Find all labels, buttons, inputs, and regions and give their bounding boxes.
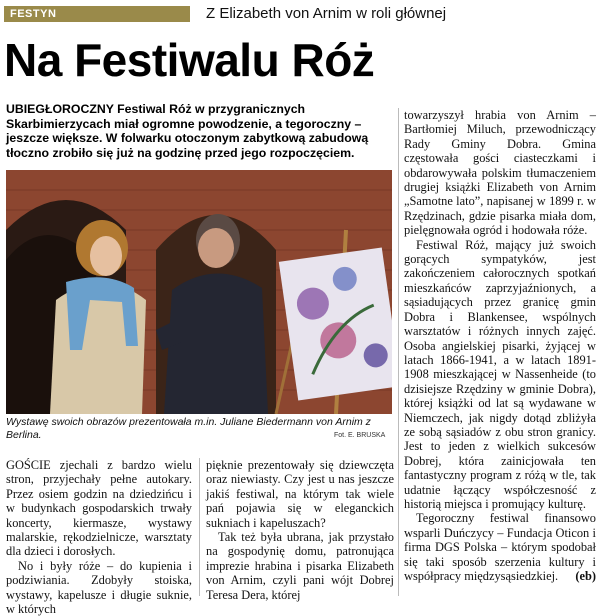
body-paragraph: Festiwal Róż, mający już swoich gorących sympatyków, jest zakończeniem całorocznych spotkań mieszkańców zaprzyjaźnionych, a sąsiadujących przez granicę gmin Dobra i Blankensee, wspólnych warsztatów i różnych innych zajęć. Osoba angielskiej pisarki, żyjącej w latach 1866-1941, a w latach 1891-1908 mieszkającej w Nassenheide (to dzisiejsze Rzędziny w gminie Dobra), której książki od lat są wydawane w Niemczech, jak nigdy dotąd zbliżyła ze sobą sąsiadów z obu stron granicy. Jest to jeden z wielkich sukcesów Dobrej, która zainicjowała ten fantastyczny program z różą w tle, tak udatnie łączący współczesność z historią miejsca i promujący kulturę. [404,237,596,511]
body-column-3 [404,108,596,583]
header-bar [4,6,598,24]
kicker: Z Elizabeth von Arnim w roli głównej [206,5,447,22]
lead-caps: UBIEGŁOROCZNY [6,102,114,116]
article-photo [6,170,392,414]
lead-text: Festiwal Róż w przygranicznych Skarbimierzycach miał ogromne powodzenie, a tegoroczny – jeszcze większe. W folwarku otoczonym zabytkową zabudową tłoczno zrobiło się już na godzinę przed jego rozpoczęciem. [6,102,369,160]
body-paragraph [404,511,596,583]
column-divider [199,458,200,596]
lead-paragraph [6,102,392,160]
headline: Na Festiwalu Róż [4,34,375,86]
body-paragraph: GOŚCIE zjechali z bardzo wielu stron, przyjechały pełne autokary. Przez osiem godzin na dziedzińcu i w budynkach gospodarskich trwały koncerty, kiermasze, wystawy malarskie, rękodzielnicze, warsztaty dla dzieci i dorosłych. [6,458,192,559]
body-paragraph: pięknie prezentowały się dziewczęta oraz niewiasty. Czy jest u nas jeszcze jakiś festiwal, na którym tak wiele pań pojawia się w eleganckich sukniach i kapeluszach? [206,458,394,530]
body-column-1 [6,458,192,616]
body-paragraph: Tak też była ubrana, jak przystało na gospodynię domu, patronująca imprezie hrabina i pisarka Elizabeth von Arnim, czyli pani wójt Dobrej Teresa Dera, której [206,530,394,602]
section-tag: FESTYN [4,6,190,22]
photo-credit: Fot. E. BRUSKA [334,432,386,439]
column-divider [398,108,399,596]
body-paragraph-text: Tegoroczny festiwal finansowo wsparli Duńczycy – Fundacja Oticon i firma DGS Polska – którym spodobał się taki sposób szerzenia kultury i współpracy międzysąsiedzkiej. [404,511,596,583]
body-column-2 [206,458,394,602]
body-paragraph: No i były róże – do kupienia i podziwiania. Zdobyły stoiska, wystawy, kapelusze i długie suknie, w których [6,558,192,616]
body-paragraph: towarzyszył hrabia von Arnim – Bartłomiej Miluch, przewodniczący Rady Gminy Dobra. Gmina częstowała gości ciasteczkami i obdarowywała polskim tłumaczeniem drugiej książki Elizabeth von Arnim „Samotne lato”, napisanej w 1899 r. w Rzędzinach, gdzie pisarka miała dom, pielęgnowała ogród i hodowała róże. [404,108,596,238]
author-signature: (eb) [575,569,596,583]
photo-caption: Wystawę swoich obrazów prezentowała m.in. Juliane Biedermann von Arnim z Berlina. [6,416,371,441]
